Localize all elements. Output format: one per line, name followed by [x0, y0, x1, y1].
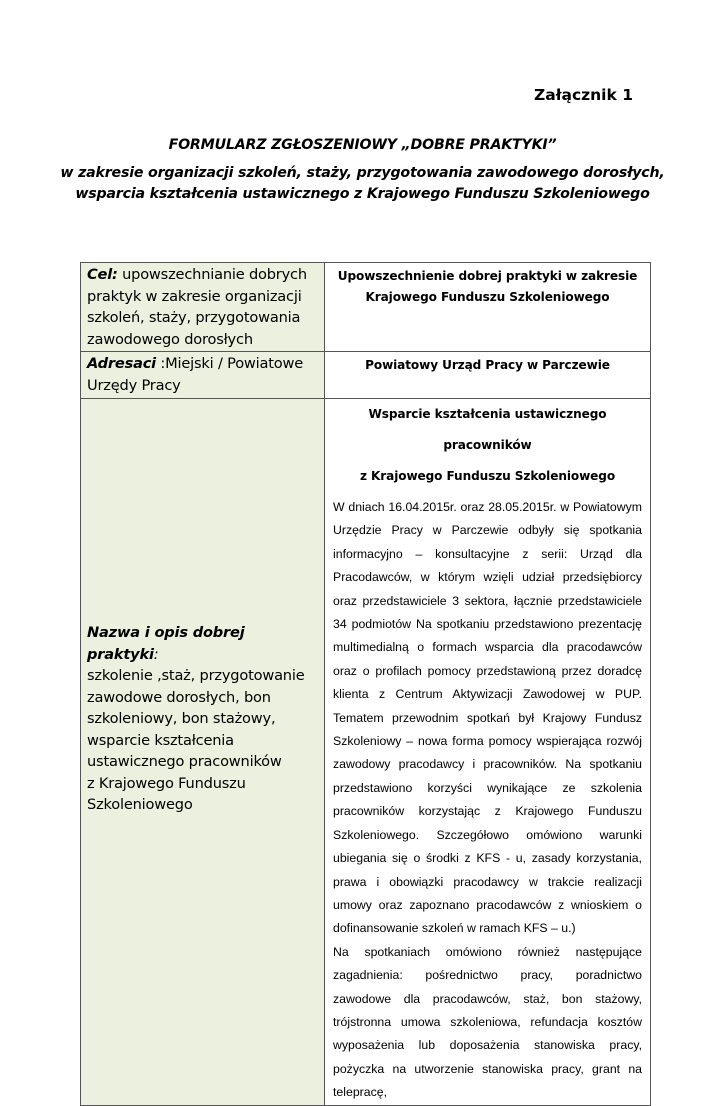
practice-label — [87, 622, 318, 816]
scope-line-1: w zakresie organizacji szkoleń, staży, przygotowania zawodowego dorosłych, — [60, 165, 665, 181]
addressees-label-text: :Miejski / Powiatowe Urzędy Pracy — [87, 355, 304, 394]
goal-label — [81, 263, 324, 350]
practice-title-line-2: z Krajowego Funduszu Szkoleniowego — [359, 469, 616, 483]
table-row-goal — [81, 263, 651, 352]
description-paragraph-2: Na spotkaniach omówiono również następujące zagadnienia: pośrednictwo pracy, poradnictwo zawodowe dla pracodawców, staż, bon stażowy, trójstronna umowa szkoleniowa, refundacja kosztów wyposażenia lub doposażenia stanowiska pracy, pożyczka na utworzenie stanowiska pracy, grant na telepracę, — [333, 944, 642, 1100]
goal-label-cell — [81, 263, 325, 352]
practice-title-line-1: Wsparcie kształcenia ustawicznego pracowników — [368, 407, 607, 452]
addressees-label-cell — [81, 352, 325, 399]
addressees-value-cell — [325, 352, 651, 399]
description-paragraph-1: W dniach 16.04.2015r. oraz 28.05.2015r. w Powiatowym Urzędzie Pracy w Parczewie odbyły się spotkania informacyjno – konsultacyjne z serii: Urząd dla Pracodawców, w którym wzięli udział przedsiębiorcy oraz przedstawiciele 3 sektora, łącznie przedstawiciele 34 podmiotów Na spotkaniu przedstawiono prezentację multimedialną o formach wsparcia dla pracodawców oraz o profilach pomocy przedstawioną przez doradcę klienta z Centrum Aktywizacji Zawodowej w PUP. Tematem przewodnim spotkań był Krajowy Fundusz Szkoleniowy – nowa forma pomocy wspierająca rozwój zawodowy pracodawcy i pracowników. Na spotkaniu przedstawiono korzyści wynikające ze szkolenia pracowników korzystając z Krajowego Funduszu Szkoleniowego. Szczegółowo omówiono warunki ubiegania się o środki z KFS - u, zasady korzystania, prawa i obowiązki pracodawcy w trakcie realizacji umowy oraz zapoznano pracodawców z wnioskiem o dofinansowanie szkoleń w ramach KFS – u.) — [333, 500, 642, 936]
goal-label-text: upowszechnianie dobrych praktyk w zakresie organizacji szkoleń, staży, przygotowania zawodowego dorosłych — [87, 266, 307, 348]
form-title: FORMULARZ ZGŁOSZENIOWY „DOBRE PRAKTYKI” — [168, 137, 557, 153]
table-row-practice-description — [81, 399, 651, 1106]
practice-label-key: Nazwa i opis dobrej praktyki — [87, 624, 245, 663]
goal-value-line-1: Upowszechnienie dobrej praktyki w zakresie — [337, 269, 638, 283]
application-form-table — [80, 262, 651, 1106]
addressees-value: Powiatowy Urząd Pracy w Parczewie — [365, 358, 610, 372]
goal-value-cell — [325, 263, 651, 352]
practice-label-text-2: z Krajowego Funduszu Szkoleniowego — [87, 774, 246, 814]
goal-value-line-2: Krajowego Funduszu Szkoleniowego — [365, 289, 610, 304]
practice-title — [325, 399, 650, 492]
table-row-addressees — [81, 352, 651, 399]
practice-value-cell — [325, 399, 651, 1106]
addressees-label-key: Adresaci — [87, 355, 156, 372]
practice-description — [325, 492, 650, 1105]
practice-label-text: szkolenie ,staż, przygotowanie zawodowe dorosłych, bon szkoleniowy, bon stażowy, wsparcie kształcenia ustawicznego pracowników — [87, 667, 305, 771]
scope-line-2: wsparcia kształcenia ustawicznego z Krajowego Funduszu Szkoleniowego — [75, 186, 650, 202]
form-scope — [40, 163, 685, 205]
goal-value — [325, 263, 650, 307]
annex-label: Załącznik 1 — [534, 86, 633, 104]
practice-label-colon: : — [153, 645, 159, 663]
goal-label-key: Cel: — [87, 266, 118, 283]
practice-label-cell — [81, 399, 325, 1106]
addressees-label — [81, 352, 324, 396]
